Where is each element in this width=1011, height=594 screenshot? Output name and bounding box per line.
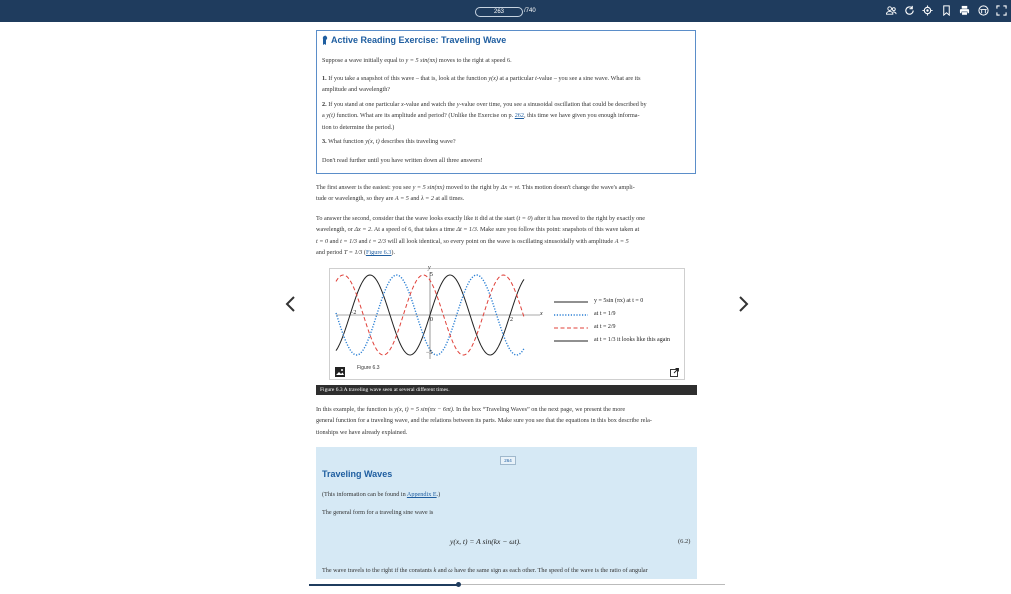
body-paragraph-1: The first answer is the easiest: you see y = 5 sin(πx) moved to the right by Δx = vt. This motion doesn't change the wave's ampli- tude or wavelength, so they are A = 5 and λ = 2 at all times. <box>316 184 635 203</box>
page-marker-264: 264 <box>500 456 516 465</box>
traveling-waves-title: Traveling Waves <box>322 469 393 479</box>
equation-number: (6.2) <box>678 538 691 545</box>
open-external-icon[interactable] <box>670 364 679 373</box>
figure-caption: Figure 6.3 A traveling wave seen at several different times. <box>320 387 450 393</box>
figure-6-3-link[interactable]: Figure 6.3 <box>365 248 392 256</box>
y-axis-label: y <box>428 265 431 271</box>
body-paragraph-3: In this example, the function is y(x, t) = 5 sin(πx − 6πt). In the box “Traveling Waves” on the next page, we present the more general function for a traveling wave, and the relations between its parts. Make sure you see that the equations in this box describe rela- tionships we have already explained. <box>316 406 652 436</box>
exercise-title: Active Reading Exercise: Traveling Wave <box>331 35 507 45</box>
settings-icon[interactable] <box>922 5 933 16</box>
page-number-input[interactable]: 263 <box>475 7 523 17</box>
appendix-note: (This information can be found in Appendix E.) <box>322 491 441 498</box>
page-total: /740 <box>524 8 536 14</box>
traveling-wave-equation: y(x, t) = A sin(kx − ωt). <box>450 537 521 546</box>
legend-t13: at t = 1/3 it looks like this again <box>594 337 671 343</box>
traveling-waves-last-line: The wave travels to the right if the constants k and ω have the same sign as each other. The speed of the wave is the ratio of angular <box>322 567 648 574</box>
figure-label: Figure 6.3 <box>357 365 380 371</box>
fullscreen-icon[interactable] <box>996 5 1007 16</box>
x-tick-2: 2 <box>510 317 513 323</box>
exercise-question-2: 2. If you stand at one particular x-value and watch the y-value over time, you see a sinusoidal oscillation that could be described by a y(t) function. What are its amplitude and period? (Unlike the Exercise on p. 262, this time we have given you enough informa- tion to determine the period.) <box>322 101 647 131</box>
page-262-link[interactable]: 262 <box>514 112 524 120</box>
print-icon[interactable] <box>959 5 970 16</box>
legend-t0: y = 5sin (πx) at t = 0 <box>594 298 644 304</box>
x-axis-label: x <box>540 311 543 317</box>
wave-plot <box>330 269 686 361</box>
pencil-icon <box>321 33 329 44</box>
image-icon <box>335 364 345 374</box>
legend-t29: at t = 2/9 <box>594 324 616 330</box>
exercise-question-3: 3. What function y(x, t) describes this traveling wave? <box>322 138 456 145</box>
x-tick-0: 0 <box>430 317 433 323</box>
figure-footer <box>329 360 685 380</box>
body-paragraph-2: To answer the second, consider that the wave looks exactly like it did at the start (t = 0) after it has moved to the right by exactly one wavelength, or Δx = 2. At a speed of 6, that takes a time Δt = 1/3. Make sure you follow this point: snapshots of this wave taken at t = 0 and t = 1/3 and t = 2/3 will all look identical, so every point on the wave is oscillating sinusoidally with amplitude A = 5 and period T = 1/3 (Figure 6.3). <box>316 215 646 256</box>
legend-t19: at t = 1/9 <box>594 311 616 317</box>
refresh-icon[interactable] <box>904 5 915 16</box>
next-page-arrow-icon[interactable] <box>736 295 750 313</box>
reading-progress-handle[interactable] <box>456 582 461 587</box>
reading-progress-fill <box>309 584 459 586</box>
previous-page-arrow-icon[interactable] <box>284 295 298 313</box>
exercise-intro: Suppose a wave initially equal to y = 5 sin(πx) moves to the right at speed 6. <box>322 57 512 64</box>
appendix-e-link[interactable]: Appendix E <box>406 491 437 498</box>
y-tick-5: 5 <box>430 272 433 278</box>
people-icon[interactable] <box>886 5 897 16</box>
general-form-text: The general form for a traveling sine wave is <box>322 509 434 516</box>
y-tick-neg5: −5 <box>426 350 433 356</box>
exercise-warning: Don't read further until you have written down all three answers! <box>322 157 483 164</box>
x-tick-neg2: −2 <box>350 310 357 316</box>
exercise-question-1: 1. If you take a snapshot of this wave – that is, look at the function y(x) at a particular t-value – you see a sine wave. What are its amplitude and wavelength? <box>322 75 641 94</box>
bookmark-icon[interactable] <box>941 5 952 16</box>
accessibility-icon[interactable] <box>978 5 989 16</box>
